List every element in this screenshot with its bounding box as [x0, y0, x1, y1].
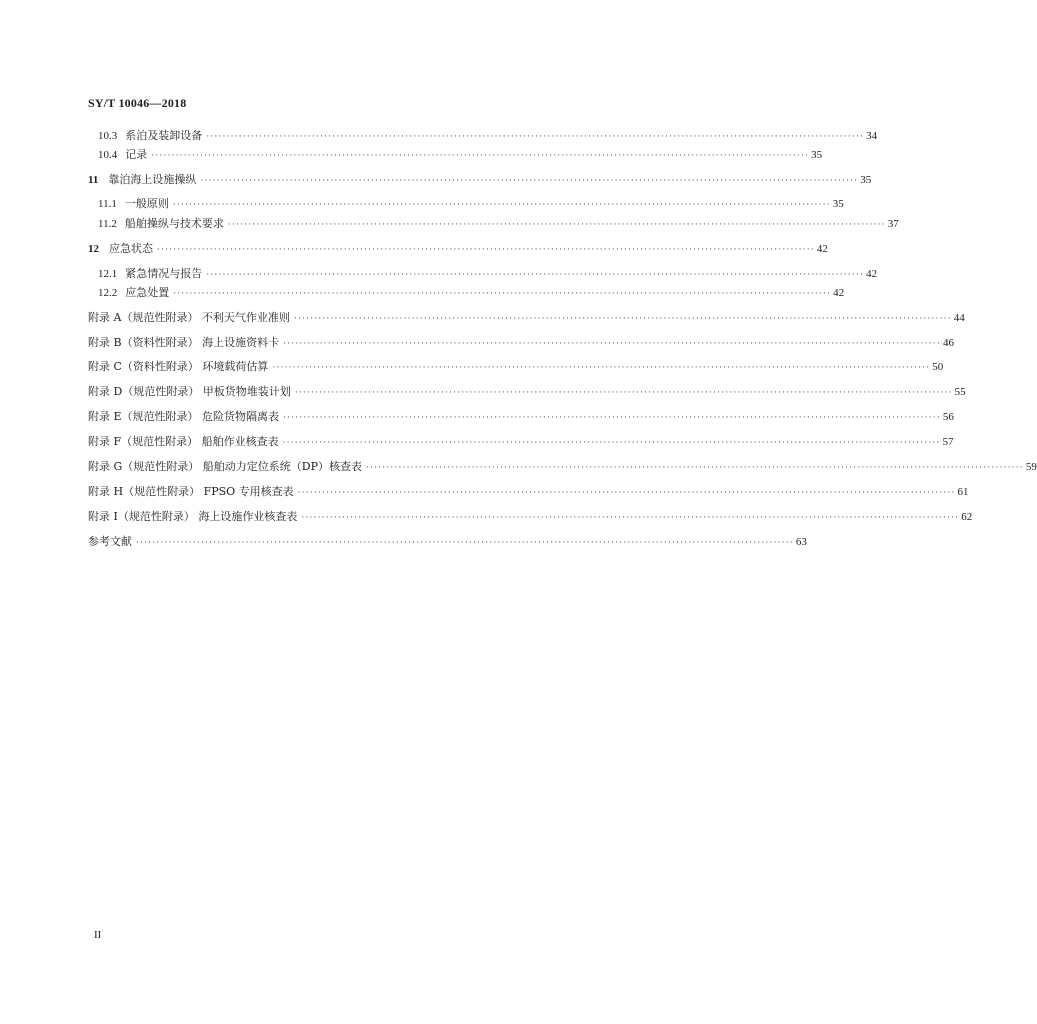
- toc-dot-leader: ··································································································································································: [283, 413, 941, 423]
- toc-entry-page: 35: [860, 174, 872, 186]
- toc-entry-number: 12: [88, 243, 99, 255]
- toc-entry-title: 附录 A（规范性附录） 不利天气作业准则: [88, 311, 290, 324]
- toc-entry[interactable]: [98, 265, 878, 283]
- toc-entry-title: 应急状态: [109, 242, 153, 255]
- toc-dot-leader: ··································································································································································: [173, 289, 832, 299]
- toc-entry-number: 10.3: [98, 130, 118, 142]
- toc-dot-leader: ··································································································································································: [282, 438, 941, 448]
- toc-entry-appendix[interactable]: [88, 458, 1037, 476]
- toc-entry-number: 11.2: [98, 218, 117, 230]
- toc-entry-title: 附录 D（规范性附录） 甲板货物堆装计划: [88, 385, 291, 398]
- toc-entry-appendix[interactable]: [88, 309, 965, 327]
- toc-entry-page: 42: [833, 287, 845, 299]
- toc-entry-number: 10.4: [98, 149, 118, 161]
- toc-entry-label: [98, 215, 226, 233]
- toc-entry-title: 附录 B（资料性附录） 海上设施资料卡: [88, 336, 280, 349]
- toc-entry-title: 紧急情况与报告: [125, 267, 203, 280]
- toc-entry-label: [98, 265, 204, 283]
- toc-entry[interactable]: [88, 240, 828, 258]
- toc-entry-label: [98, 146, 149, 164]
- toc-entry-number: 11: [88, 174, 99, 186]
- toc-entry[interactable]: [98, 127, 878, 145]
- toc-entry-title: 附录 F（规范性附录） 船舶作业核查表: [88, 435, 279, 448]
- toc-entry-title: 附录 E（规范性附录） 危险货物隔离表: [88, 410, 280, 423]
- toc-entry-appendix[interactable]: [88, 408, 954, 426]
- toc-entry-page: 42: [866, 268, 878, 280]
- toc-dot-leader: ··································································································································································: [294, 388, 953, 398]
- toc-dot-leader: ··································································································································································: [227, 220, 886, 230]
- toc-dot-leader: ··································································································································································: [301, 513, 960, 523]
- toc-entry-number: 12.2: [98, 287, 118, 299]
- toc-entry-page: 57: [942, 436, 954, 448]
- toc-entry-appendix[interactable]: [88, 383, 966, 401]
- toc-entry-appendix[interactable]: [88, 483, 969, 501]
- toc-entry-appendix[interactable]: [88, 334, 954, 352]
- toc-dot-leader: ··································································································································································: [151, 151, 810, 161]
- toc-entry[interactable]: [98, 284, 845, 302]
- toc-entry-page: 46: [942, 337, 954, 349]
- toc-entry-title: 系泊及装卸设备: [125, 129, 203, 142]
- toc-entry-label: [88, 240, 155, 258]
- toc-entry-title: 船舶操纵与技术要求: [124, 217, 224, 230]
- toc-dot-leader: ··································································································································································: [366, 463, 1024, 473]
- toc-entry-title: 附录 G（规范性附录） 船舶动力定位系统（DP）核查表: [88, 460, 362, 473]
- toc-dot-leader: ··································································································································································: [157, 245, 815, 255]
- toc-entry-title: 一般原则: [124, 197, 169, 210]
- toc-entry-title: 参考文献: [88, 535, 132, 548]
- toc-entry-page: 62: [961, 511, 973, 523]
- toc-entry-number: 12.1: [98, 268, 118, 280]
- toc-dot-leader: ··································································································································································: [283, 339, 941, 349]
- toc-entry-title: 附录 I（规范性附录） 海上设施作业核查表: [88, 510, 298, 523]
- toc-entry-number: 11.1: [98, 198, 117, 210]
- toc-entry-label: [98, 127, 204, 145]
- toc-entry-page: 42: [816, 243, 828, 255]
- toc-entry[interactable]: [88, 171, 872, 189]
- toc-dot-leader: ··································································································································································: [272, 363, 931, 373]
- toc-entry-title: 靠泊海上设施操纵: [108, 173, 197, 186]
- toc-entry-page: 50: [932, 361, 944, 373]
- toc-entry-references[interactable]: [88, 533, 807, 551]
- toc-entry-page: 56: [942, 411, 954, 423]
- toc-entry-label: [98, 195, 171, 213]
- toc-entry-appendix[interactable]: [88, 358, 944, 376]
- toc-entry-label: [98, 284, 171, 302]
- toc-dot-leader: ··································································································································································: [293, 314, 952, 324]
- toc-entry[interactable]: [98, 195, 844, 213]
- toc-entry[interactable]: [98, 146, 823, 164]
- toc-entry-page: 35: [811, 149, 823, 161]
- toc-entry-title: 应急处置: [125, 286, 170, 299]
- toc-entry-title: 记录: [125, 148, 148, 161]
- toc-dot-leader: ··································································································································································: [200, 176, 859, 186]
- toc-entry-page: 37: [887, 218, 899, 230]
- toc-entry-appendix[interactable]: [88, 433, 954, 451]
- toc-dot-leader: ··································································································································································: [136, 538, 794, 548]
- toc-entry-page: 44: [953, 312, 965, 324]
- standard-code-header: SY/T 10046—2018: [88, 96, 187, 110]
- toc-entry[interactable]: [98, 215, 899, 233]
- toc-entry-page: 61: [957, 486, 969, 498]
- toc-entry-page: 34: [866, 130, 878, 142]
- page-number-footer: II: [94, 929, 102, 941]
- toc-dot-leader: ··································································································································································: [172, 200, 831, 210]
- toc-dot-leader: ··································································································································································: [206, 132, 865, 142]
- toc-entry-title: 附录 C（资料性附录） 环境载荷估算: [88, 360, 269, 373]
- toc-entry-appendix[interactable]: [88, 508, 973, 526]
- toc-entry-page: 55: [954, 386, 966, 398]
- toc-entry-page: 35: [832, 198, 844, 210]
- toc-entry-page: 59: [1025, 461, 1037, 473]
- toc-dot-leader: ··································································································································································: [206, 270, 865, 280]
- toc-entry-page: 63: [795, 536, 807, 548]
- toc-entry-title: 附录 H（规范性附录） FPSO 专用核查表: [88, 485, 294, 498]
- toc-entry-label: [88, 171, 198, 189]
- toc-dot-leader: ··································································································································································: [297, 488, 956, 498]
